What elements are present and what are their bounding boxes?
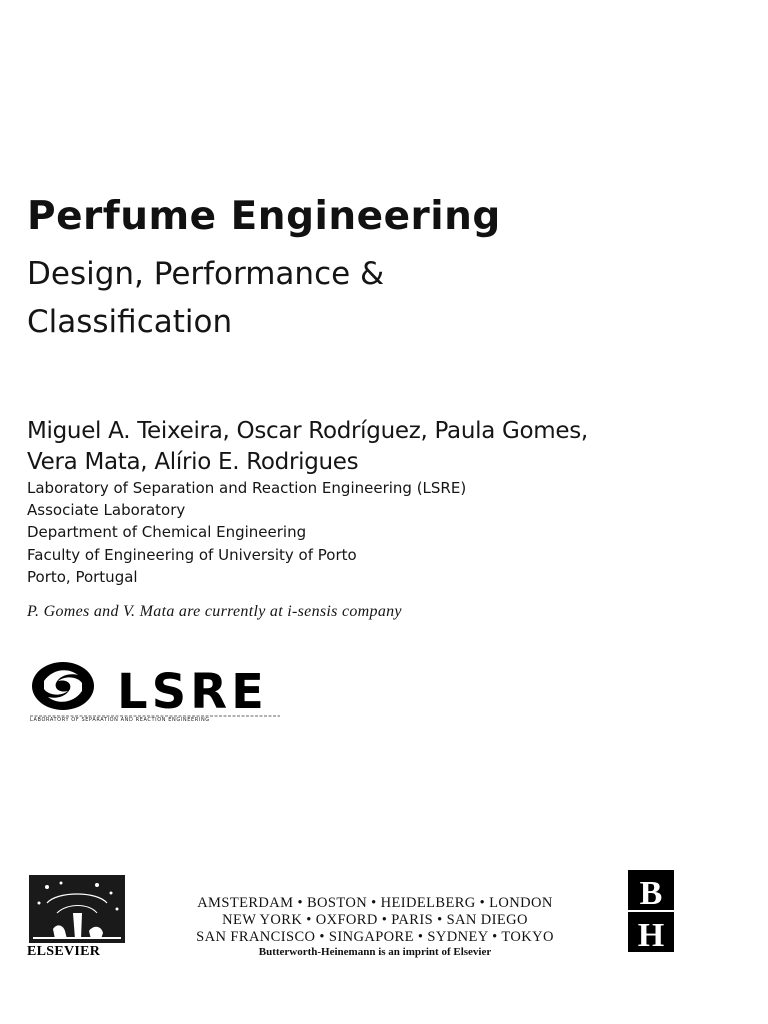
company-note: P. Gomes and V. Mata are currently at i-sensis company [27,603,402,620]
imprint-line: Butterworth-Heinemann is an imprint of Elsevier [258,946,492,958]
affiliation-line: Associate Laboratory [27,501,186,519]
authors-line: Miguel A. Teixeira, Oscar Rodríguez, Paula Gomes, [27,418,588,444]
city-line: NEW YORK • OXFORD • PARIS • SAN DIEGO [222,912,528,928]
affiliation-line: Laboratory of Separation and Reaction Engineering (LSRE) [27,479,467,497]
affiliation-line: Department of Chemical Engineering [27,523,307,541]
authors-line: Vera Mata, Alírio E. Rodrigues [27,449,359,475]
lsre-wordmark: LSRE [117,664,268,720]
elsevier-name: ELSEVIER [27,944,101,959]
affiliation-line: Faculty of Engineering of University of Porto [27,546,357,564]
subtitle-line: Classification [27,304,233,340]
subtitle-line: Design, Performance & [27,256,385,292]
bh-letter-h: H [637,917,665,952]
tree-icon [27,873,127,945]
bh-letter-b: B [639,875,663,912]
city-line: SAN FRANCISCO • SINGAPORE • SYDNEY • TOKYO [196,929,554,945]
affiliation-line: Porto, Portugal [27,568,138,586]
lsre-tagline: LABORATORY OF SEPARATION AND REACTION ENGINEERING [30,717,210,723]
bh-logo [628,870,674,952]
city-line: AMSTERDAM • BOSTON • HEIDELBERG • LONDON [197,895,553,911]
page-title: Perfume Engineering [27,194,501,239]
